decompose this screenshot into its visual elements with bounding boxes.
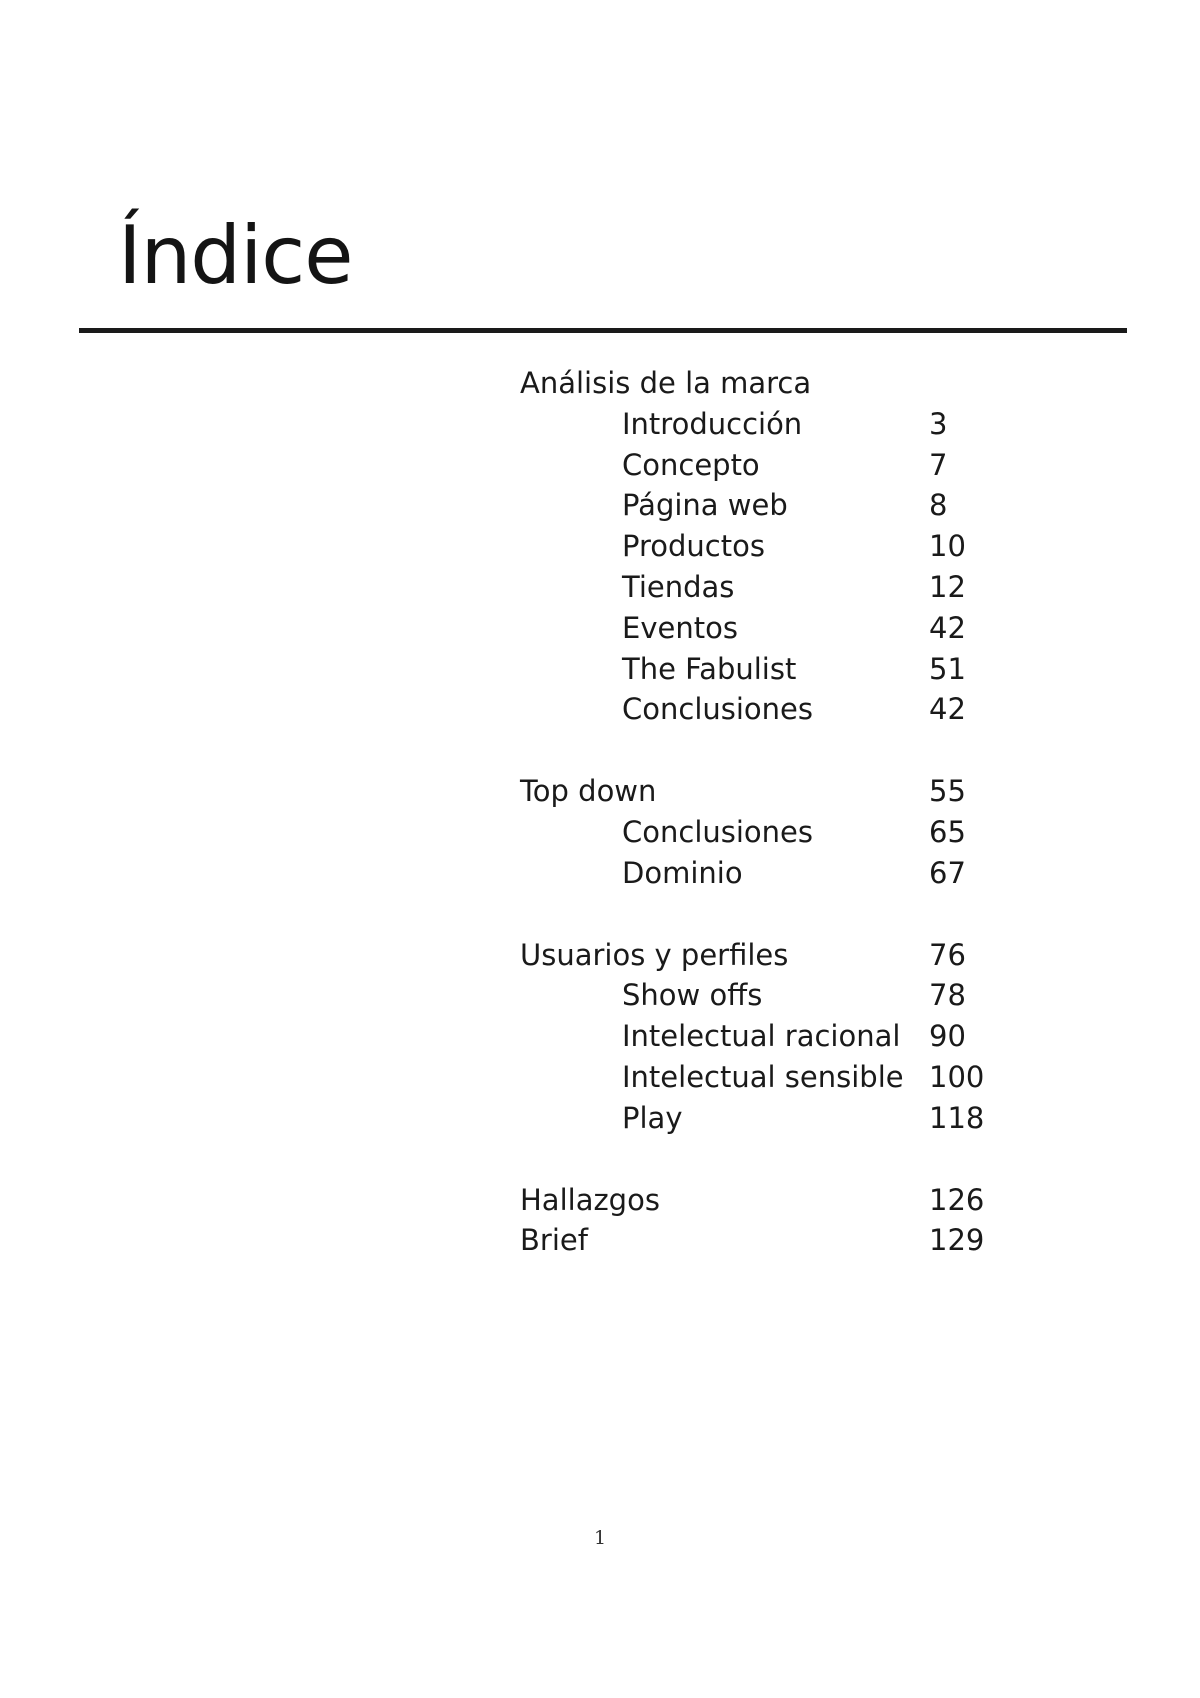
toc-page-number: 90: [929, 1019, 966, 1054]
toc-heading-label: Hallazgos: [520, 1182, 660, 1217]
toc-heading-row: [520, 1180, 1040, 1221]
page-title: Índice: [118, 209, 353, 302]
toc-section-hallazgos: [520, 1180, 1040, 1221]
toc-page-number: 78: [929, 978, 966, 1013]
toc-entry: [520, 526, 1040, 567]
toc-page-number: 129: [929, 1223, 985, 1258]
toc-page-number: 51: [929, 651, 966, 686]
toc-section-usuarios: [520, 935, 1040, 1139]
toc-entry-label: Eventos: [622, 610, 738, 645]
toc-entry-label: Página web: [622, 488, 788, 523]
toc-entry: [520, 445, 1040, 486]
toc-entry: [520, 1057, 1040, 1098]
toc-entry-label: The Fabulist: [622, 651, 797, 686]
toc-page-number: 8: [929, 488, 948, 523]
toc-entry: [520, 1098, 1040, 1139]
toc-entry: [520, 404, 1040, 445]
toc-entry: [520, 689, 1040, 730]
toc-heading-row: [520, 1220, 1040, 1261]
toc-heading-row: [520, 935, 1040, 976]
toc-entry: [520, 608, 1040, 649]
toc-page-number: 100: [929, 1059, 985, 1094]
toc-entry: [520, 649, 1040, 690]
toc-page-number: 42: [929, 610, 966, 645]
toc-section-top-down: [520, 771, 1040, 893]
toc-heading-label: Análisis de la marca: [520, 366, 812, 400]
toc-entry-label: Conclusiones: [622, 814, 813, 849]
toc-page-number: 3: [929, 406, 948, 441]
toc-heading-label: Top down: [520, 774, 657, 809]
toc-heading-label: Usuarios y perfiles: [520, 937, 789, 972]
toc-page-number: 10: [929, 529, 966, 564]
toc-entry-label: Productos: [622, 529, 765, 564]
toc-entry-label: Concepto: [622, 447, 760, 482]
toc-heading-row: [520, 771, 1040, 812]
toc-page-number: 126: [929, 1182, 985, 1217]
toc-page-number: 42: [929, 692, 966, 727]
toc-page-number: 12: [929, 569, 966, 604]
toc-section-analisis: [520, 363, 1040, 730]
toc-entry: [520, 485, 1040, 526]
toc-page-number: 7: [929, 447, 948, 482]
toc-page-number: 76: [929, 937, 966, 972]
toc-page-number: 55: [929, 774, 966, 809]
toc-entry: [520, 1016, 1040, 1057]
toc-entry-label: Tiendas: [622, 569, 735, 604]
toc-entry-label: Conclusiones: [622, 692, 813, 727]
toc-entry-label: Dominio: [622, 855, 743, 890]
toc-entry-label: Intelectual racional: [622, 1019, 901, 1054]
title-divider: [79, 328, 1127, 333]
toc-entry: [520, 812, 1040, 853]
toc-entry-label: Introducción: [622, 406, 803, 441]
toc-entry: [520, 567, 1040, 608]
toc-heading-row: [520, 363, 1040, 404]
toc-section-brief: [520, 1220, 1040, 1261]
toc-page-number: 118: [929, 1100, 985, 1135]
toc-entry: [520, 975, 1040, 1016]
page-number: 1: [593, 1527, 607, 1549]
toc-entry-label: Show offs: [622, 978, 763, 1013]
toc-entry: [520, 853, 1040, 894]
toc-page-number: 67: [929, 855, 966, 890]
toc-entry-label: Play: [622, 1100, 683, 1135]
toc-entry-label: Intelectual sensible: [622, 1059, 904, 1094]
toc-heading-label: Brief: [520, 1223, 588, 1258]
toc-page-number: 65: [929, 814, 966, 849]
table-of-contents: [520, 363, 1040, 1261]
